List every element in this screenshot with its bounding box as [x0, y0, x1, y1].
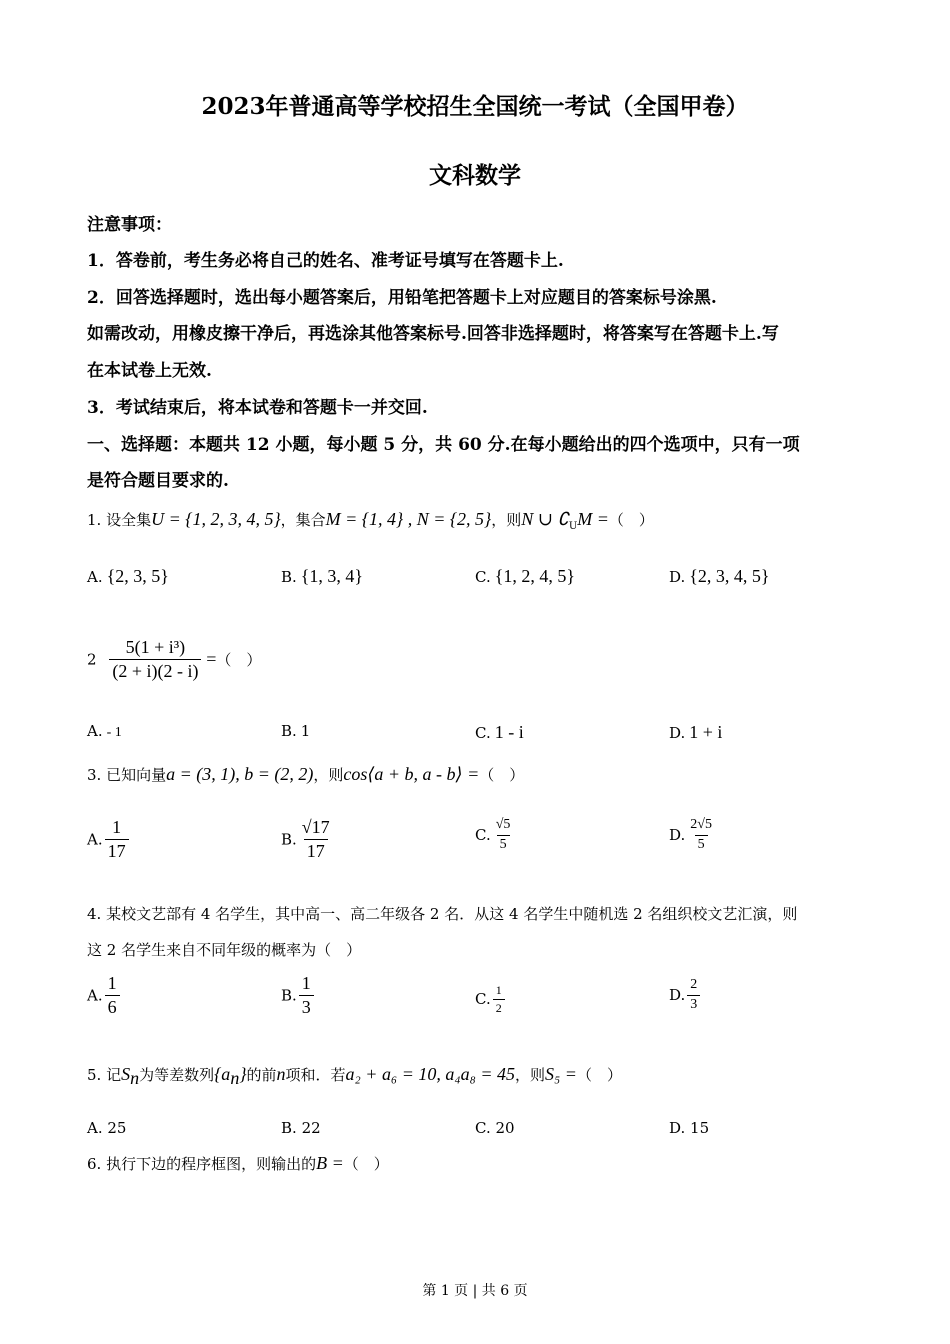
- notes-item-3: 3．考试结束后，将本试卷和答题卡一并交回.: [87, 398, 428, 418]
- q1-set-m-n: M = {1, 4} , N = {2, 5}: [325, 509, 492, 529]
- q1-option-a: A. {2, 3, 5}: [87, 566, 169, 586]
- question-2: [87, 638, 261, 681]
- question-6: [87, 1153, 389, 1174]
- q5-option-b: B. 22: [281, 1119, 321, 1137]
- q2-numerator: 5(1 + i³): [125, 637, 186, 657]
- q1-option-d: D. {2, 3, 4, 5}: [669, 566, 770, 586]
- q2-fraction: [109, 638, 201, 681]
- q1-set-u: U = {1, 2, 3, 4, 5}: [151, 509, 281, 529]
- section-heading-line-1: 一、选择题：本题共 12 小题，每小题 5 分，共 60 分.在每小题给出的四个选项中，只有一项: [87, 435, 800, 455]
- q5-an: {a: [214, 1064, 231, 1084]
- q4-option-a: A. $\frac{1}{6}$: [87, 974, 120, 1017]
- question-5: 5. 记$S_n$为等差数列$\{a_n\}$的前n项和．若a₂ + a₆ = 10, a₄a₈ = 45，则S₅ =（ ）: [87, 1064, 622, 1088]
- q3-prefix: 3. 已知向量: [87, 766, 167, 784]
- q2-option-a: A. - 1: [87, 722, 122, 740]
- q3-expr: cos⟨a + b, a - b⟩ =: [343, 764, 480, 784]
- q3-vectors: a = (3, 1), b = (2, 2): [166, 764, 314, 784]
- notes-item-2-end: 在本试卷上无效.: [87, 361, 212, 381]
- q4-line-2: 这 2 名学生来自不同年级的概率为（ ）: [87, 941, 362, 959]
- q1-paren: （ ）: [608, 511, 654, 529]
- q5-paren: （ ）: [576, 1066, 622, 1084]
- q5-s5: S₅ =: [545, 1064, 577, 1084]
- q1-expr-end: M =: [577, 509, 609, 529]
- q3-paren: （ ）: [479, 766, 525, 784]
- q3-option-d: D. $\frac{2√5}{5}$: [669, 817, 712, 852]
- q3-option-a: A. $\frac{1}{17}$: [87, 818, 129, 861]
- q1-mid: ，集合: [280, 511, 326, 529]
- q5-prefix: 5. 记: [87, 1066, 122, 1084]
- q1-expr-sub: U: [568, 521, 578, 532]
- q1-prefix: 1. 设全集: [87, 511, 152, 529]
- q2-option-d: D. 1 + i: [669, 722, 723, 742]
- q5-sn: S: [121, 1064, 131, 1084]
- q5-n: n: [276, 1064, 286, 1084]
- q5-text-1: 为等差数列: [139, 1066, 215, 1084]
- q4-option-c: C. $\frac{1}{2}$: [475, 984, 505, 1014]
- notes-item-2-continued: 如需改动，用橡皮擦干净后，再选涂其他答案标号.回答非选择题时，将答案写在答题卡上.写: [87, 324, 779, 344]
- exam-title: 2023年普通高等学校招生全国统一考试（全国甲卷）: [201, 93, 749, 120]
- q6-paren: （ ）: [343, 1155, 389, 1173]
- q1-then: ，则: [491, 511, 522, 529]
- q3-option-c: C. $\frac{√5}{5}$: [475, 817, 511, 852]
- q6-prefix: 6. 执行下边的程序框图，则输出的: [87, 1155, 317, 1173]
- q5-option-c: C. 20: [475, 1119, 515, 1137]
- q5-condition: a₂ + a₆ = 10, a₄a₈ = 45: [345, 1064, 516, 1084]
- q2-option-c: C. 1 - i: [475, 722, 524, 742]
- q5-text-3: 项和．若: [285, 1066, 346, 1084]
- exam-subtitle: 文科数学: [429, 162, 521, 189]
- q5-option-d: D. 15: [669, 1119, 710, 1137]
- q2-paren: （ ）: [216, 650, 262, 669]
- q2-denominator: (2 + i)(2 - i): [109, 659, 201, 681]
- page-footer: 第 1 页 | 共 6 页: [422, 1283, 528, 1299]
- q1-expr: N ∪ ∁: [521, 509, 569, 529]
- q3-option-b: B. $\frac{√17}{17}$: [281, 817, 330, 861]
- notes-heading: 注意事项：: [87, 215, 172, 235]
- q3-then: ，则: [313, 766, 344, 784]
- notes-item-2: 2．回答选择题时，选出每小题答案后，用铅笔把答题卡上对应题目的答案标号涂黑.: [87, 288, 717, 308]
- q1-option-c: C. {1, 2, 4, 5}: [475, 566, 575, 586]
- q1-option-b: B. {1, 3, 4}: [281, 566, 364, 586]
- q5-option-a: A. 25: [87, 1119, 127, 1137]
- q6-expr: B =: [316, 1153, 344, 1173]
- q5-then: ，则: [515, 1066, 546, 1084]
- q4-line-1: 4. 某校文艺部有 4 名学生，其中高一、高二年级各 2 名．从这 4 名学生中随机选 2 名组织校文艺汇演，则: [87, 905, 798, 923]
- q4-option-d: D. $\frac{2}{3}$: [669, 978, 700, 1012]
- question-1: [87, 509, 654, 532]
- section-heading-line-2: 是符合题目要求的.: [87, 471, 229, 491]
- notes-item-1: 1．答卷前，考生务必将自己的姓名、准考证号填写在答题卡上.: [87, 251, 564, 271]
- q2-option-b: B. 1: [281, 722, 311, 740]
- q2-number: 2: [87, 650, 97, 669]
- q4-option-b: B. $\frac{1}{3}$: [281, 974, 314, 1017]
- question-3: [87, 764, 524, 785]
- q5-text-2: 的前: [246, 1066, 277, 1084]
- q2-equals: =: [206, 648, 217, 669]
